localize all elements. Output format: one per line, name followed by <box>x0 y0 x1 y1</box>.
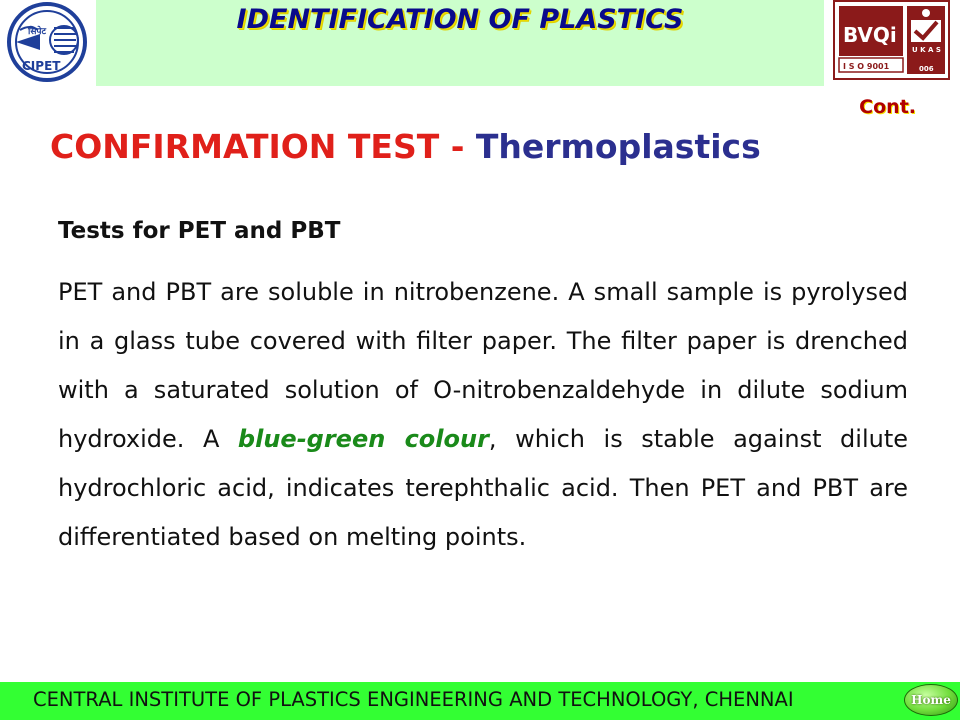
slide-title <box>50 127 761 166</box>
iso-cert-text: I S O 9001 <box>843 62 890 71</box>
section-subheading: Tests for PET and PBT <box>58 218 341 244</box>
title-part-thermoplastics: Thermoplastics <box>475 127 761 166</box>
home-button[interactable]: Home <box>904 684 958 716</box>
logo-cipet-text: CIPET <box>22 59 61 73</box>
title-part-confirmation: CONFIRMATION TEST - <box>50 127 476 166</box>
bvqi-brand-text: BVQi <box>843 23 897 47</box>
paragraph-text-2: , which is stable against dilute hydrochloric acid, indicates terephthalic acid. Then PET and PBT are differentiated based on melting points. <box>58 425 908 551</box>
highlight-blue-green: blue-green colour <box>237 425 489 453</box>
bvqi-badge-icon <box>833 0 950 80</box>
footer-band <box>0 682 960 720</box>
logo-hindi-text: सिपेट <box>28 27 47 37</box>
paragraph-text-1: PET and PBT are soluble in nitrobenzene. A small sample is pyrolysed in a glass tube covered with filter paper. The filter paper is drenched with a saturated solution of O-nitrobenzaldehyde in dilute sodium hydroxide. A <box>58 278 908 453</box>
ukas-text: U K A S <box>912 46 941 54</box>
cipet-logo <box>0 0 96 86</box>
ukas-number-text: 006 <box>919 65 934 73</box>
bvqi-certification-logo <box>833 0 950 80</box>
header-band <box>96 0 824 86</box>
cipet-emblem-icon <box>0 0 96 86</box>
continued-label: Cont. <box>859 96 916 118</box>
body-paragraph <box>58 268 908 562</box>
header-title: IDENTIFICATION OF PLASTICS <box>236 4 684 35</box>
footer-institute-name: CENTRAL INSTITUTE OF PLASTICS ENGINEERING AND TECHNOLOGY, CHENNAI <box>33 688 794 711</box>
